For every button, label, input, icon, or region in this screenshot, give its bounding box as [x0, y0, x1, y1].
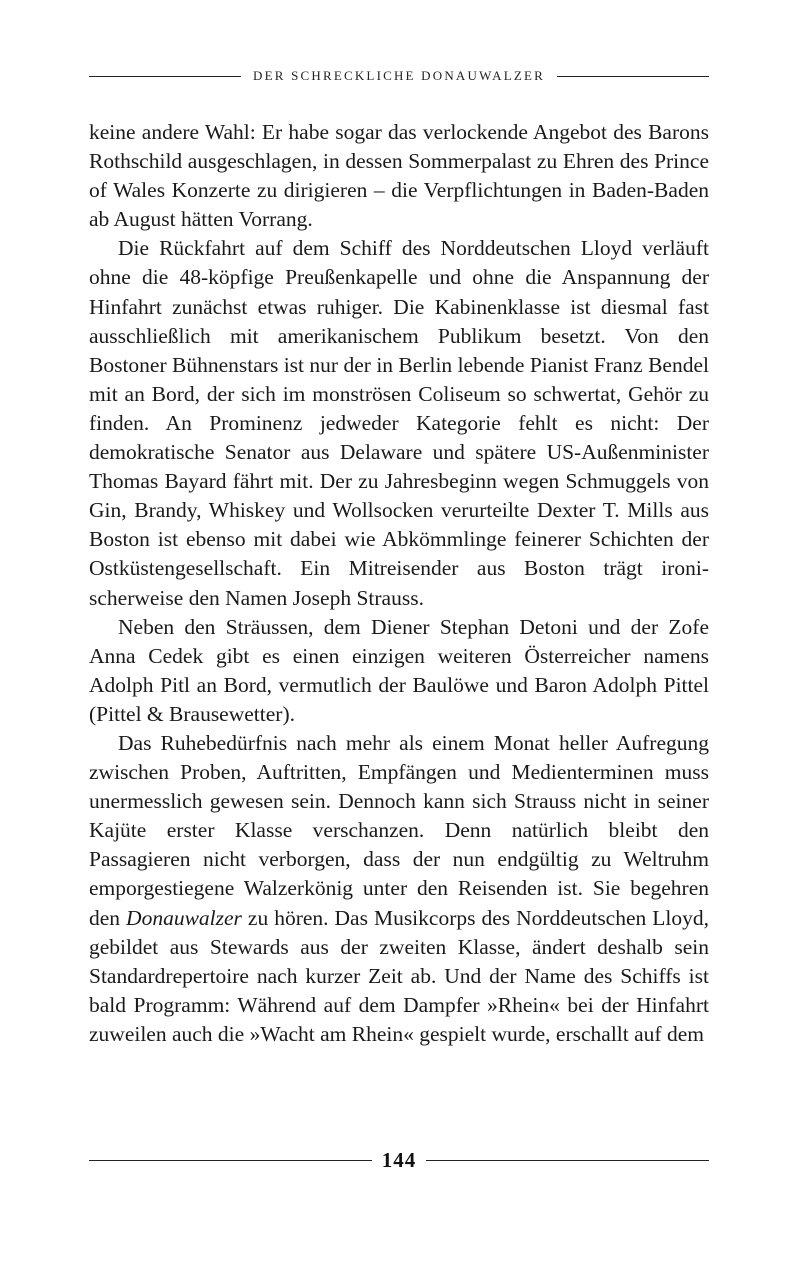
- paragraph-4: [89, 729, 709, 1049]
- running-title: DER SCHRECKLICHE DONAUWALZER: [253, 68, 545, 83]
- paragraph-3: [89, 613, 709, 729]
- running-head: [89, 66, 709, 86]
- paragraph-text: zu hören. Das Musikcorps des Norddeutschen Lloyd, gebildet aus Stewards aus der zweiten Klasse, ändert deshalb sein Standardrepertoire nach kurzer Zeit ab. Und der Name des Schiffs ist bald Programm: Während auf dem Dampfer »Rhein« bei der Hinfahrt zuweilen auch die »Wacht am Rhein« gespielt wurde, erschallt auf dem: [89, 905, 709, 1046]
- header-rule-right: [557, 76, 709, 77]
- paragraph-text: Neben den Sträussen, dem Diener Stephan Detoni und der Zofe Anna Cedek gibt es einen einzigen weiteren Österreicher namens Adolph Pitl an Bord, vermutlich der Baulöwe und Baron Adolph Pittel (Pittel & Brausewetter).: [89, 614, 709, 726]
- paragraph-text: Die Rückfahrt auf dem Schiff des Norddeutschen Lloyd verläuft ohne die 48-köpfige Preußenkapelle und ohne die Anspannung der Hinfahrt zunächst etwas ruhiger. Die Kabinenklasse ist diesmal fast ausschließlich mit amerikanischem Publikum besetzt. Von den Bostoner Bühnenstars ist nur der in Berlin lebende Pianist Franz Bendel mit an Bord, der sich im monströsen Coliseum so schwertat, Gehör zu finden. An Prominenz jedweder Kategorie fehlt es nicht: Der demokratische Senator aus Delaware und spätere US-Außenminister Thomas Bayard fährt mit. Der zu Jahresbeginn wegen Schmuggels von Gin, Brandy, Whiskey und Wollsocken verurteilte Dexter T. Mills aus Boston ist ebenso mit dabei wie Abkömmlinge feinerer Schichten der Ostküstengesellschaft. Ein Mitreisender aus Boston trägt ironischerweise den Namen Joseph Strauss.: [89, 236, 709, 610]
- italic-title: Donauwalzer: [126, 905, 242, 930]
- folio: [89, 1148, 709, 1172]
- paragraph-text: Das Ruhebedürfnis nach mehr als einem Monat heller Aufregung zwischen Proben, Auftritten, Empfängen und Medienterminen muss unermesslich gewesen sein. Dennoch kann sich Strauss nicht in seiner Kajüte erster Klasse verschanzen. Denn natürlich bleibt den Passagieren nicht verborgen, dass der nun endgültig zu Weltruhm emporgestiegene Walzerkönig unter den Reisenden ist. Sie begehren den: [89, 730, 709, 930]
- footer-rule-left: [89, 1160, 372, 1161]
- footer-rule-right: [426, 1160, 709, 1161]
- page-number: 144: [381, 1147, 417, 1172]
- paragraph-text: keine andere Wahl: Er habe sogar das verlockende Angebot des Barons Rothschild ausgeschlagen, in dessen Sommerpalast zu Ehren des Prince of Wales Konzerte zu dirigieren – die Verpflichtungen in Baden-Baden ab August hätten Vorrang.: [89, 120, 709, 232]
- header-rule-left: [89, 76, 241, 77]
- body-text: [89, 118, 709, 1049]
- paragraph-2: [89, 234, 709, 612]
- paragraph-1: [89, 118, 709, 234]
